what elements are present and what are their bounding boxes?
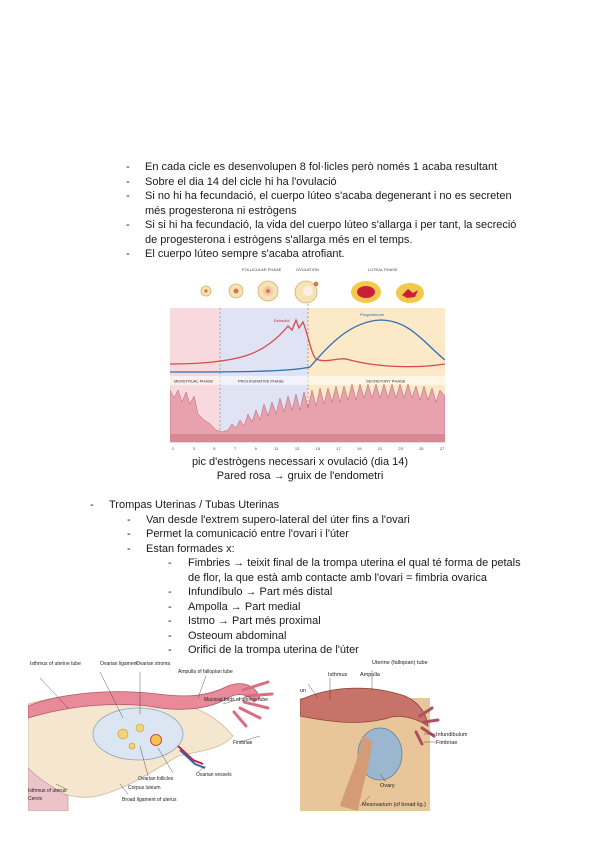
day-axis	[172, 446, 445, 451]
subitem: - Ampolla → Part medial	[168, 600, 530, 615]
day-tick-label: 25	[419, 446, 424, 451]
follicle-icon	[204, 289, 207, 292]
day-tick-label: 27	[439, 446, 445, 451]
label-fimbriae: Fimbriae	[233, 740, 253, 746]
ovary-tube-anatomy-figure	[28, 656, 278, 811]
label-un: un	[300, 688, 307, 694]
follicle-icon	[118, 729, 128, 739]
ovulation-label: OVULATION	[296, 267, 319, 272]
subitem: - Istmo → Part més proximal	[168, 614, 530, 629]
label-broad-ligament: Broad ligament of uterus	[122, 797, 177, 803]
label-corpus-luteum: Corpus luteum	[128, 785, 161, 791]
day-tick-label: 13	[294, 446, 300, 451]
subitem: - Orifici de la trompa uterina de l'úter	[168, 643, 530, 658]
label-ampulla: Ampulla	[360, 672, 380, 678]
label-fimbriae: Fimbriae	[436, 740, 458, 746]
day-tick-label: 19	[357, 446, 362, 451]
label-mesovarium: Mesovarium (of broad lig.)	[362, 802, 426, 808]
label-cervix: Cervix	[28, 796, 43, 802]
day-tick-label: 7	[233, 446, 237, 451]
corpus-luteum-icon	[151, 735, 162, 746]
figure-caption-estrogen-peak: pic d'estrògens necessari x ovulació (dia 14)	[191, 456, 409, 468]
list-item: - El cuerpo lúteo sempre s'acaba atrofiant.	[126, 247, 526, 262]
progesterone-label: Progesterone	[360, 312, 385, 317]
subitems-list	[168, 556, 530, 658]
figure-caption-endometrium: Pared rosa → gruix de l'endometri	[216, 470, 384, 482]
list-item: - En cada cicle es desenvolupen 8 fol·licles però només 1 acaba resultant	[126, 160, 526, 175]
day-tick-label: 11	[274, 446, 279, 451]
section-title: Trompas Uterinas / Tubas Uterinas	[109, 499, 280, 511]
day-tick-label: 15	[315, 446, 321, 451]
oocyte-icon	[314, 282, 319, 287]
cycle-bullet-list	[126, 160, 526, 262]
subitem: - Fimbries → teixit final de la trompa uterina el qual té forma de petals de flor, la que està amb contacte amb l'ovari = fimbria ovarica	[168, 556, 530, 585]
uterine-tube-illustration	[300, 656, 470, 811]
list-item-label: Estan formades x:	[146, 542, 235, 555]
ovulation-follicle-icon	[303, 286, 313, 296]
proliferative-phase-label: PROLIFERATIVE PHASE	[238, 378, 284, 384]
follicle-icon	[129, 743, 135, 749]
section-items	[127, 513, 530, 658]
endometrium-base	[170, 434, 445, 442]
follicle-icon	[136, 724, 144, 732]
list-item: - Van desde l'extrem supero-lateral del úter fins a l'ovari	[127, 513, 530, 528]
ovary-shape	[93, 708, 183, 760]
subitem: - Infundíbulo → Part més distal	[168, 585, 530, 600]
label-ovarian-vessels: Ovarian vessels	[196, 772, 232, 778]
label-ampulla: Ampulla of fallopian tube	[178, 669, 233, 675]
label-infundibulum: Infundibulum	[436, 732, 468, 738]
follicle-icon	[234, 289, 239, 294]
label-isthmus-tube: Isthmus of uterine tube	[30, 661, 81, 667]
luteal-phase-label: LUTEAL PHASE	[368, 267, 398, 272]
label-isthmus-uterus: Isthmus of uterus	[28, 788, 67, 794]
corpus-luteum-icon	[357, 286, 375, 298]
day-tick-label: 23	[398, 446, 403, 451]
subitem: - Osteoum abdominal	[168, 629, 530, 644]
day-tick-label: 1	[171, 446, 175, 451]
section-heading	[90, 498, 530, 658]
label-mucosal-folds: Mucosal folds of uterine tube	[204, 697, 268, 703]
label-isthmus: Isthmus	[328, 672, 348, 678]
label-tube-title: Uterine (fallopian) tube	[372, 660, 428, 666]
day-tick-label: 17	[336, 446, 341, 451]
follicular-phase-label: FOLLICULAR PHASE	[242, 267, 282, 272]
day-tick-label: 21	[377, 446, 383, 451]
list-item	[127, 542, 530, 658]
label-ovarian-ligament: Ovarian ligament	[100, 661, 138, 667]
list-item: - Sobre el dia 14 del cicle hi ha l'ovulació	[126, 175, 526, 190]
day-tick-label: 9	[254, 446, 257, 451]
menstrual-cycle-figure	[170, 264, 445, 454]
estradiol-label: Estradiol	[274, 318, 290, 323]
label-ovary: Ovary	[380, 783, 395, 789]
day-tick-label: 5	[213, 446, 216, 451]
list-item: - Si no hi ha fecundació, el cuerpo lúteo s'acaba degenerant i no es secreten més progesterona ni estrògens	[126, 189, 526, 218]
uterine-tubes-section	[90, 498, 530, 658]
label-ovarian-stroma: Ovarian stroma	[136, 661, 171, 667]
label-ovarian-follicles: Ovarian follicles	[138, 776, 174, 782]
day-tick-label: 3	[192, 446, 195, 451]
follicle-icon	[266, 289, 270, 293]
secretory-phase-label: SECRETORY PHASE	[366, 378, 406, 384]
list-item: - Si si hi ha fecundació, la vida del cuerpo lúteo s'allarga i per tant, la secreció de progesterona i estrògens s'allarga més en el temps.	[126, 218, 526, 247]
list-item: - Permet la comunicació entre l'ovari i l'úter	[127, 527, 530, 542]
menstrual-phase-label: MENSTRUAL PHASE	[174, 378, 214, 384]
